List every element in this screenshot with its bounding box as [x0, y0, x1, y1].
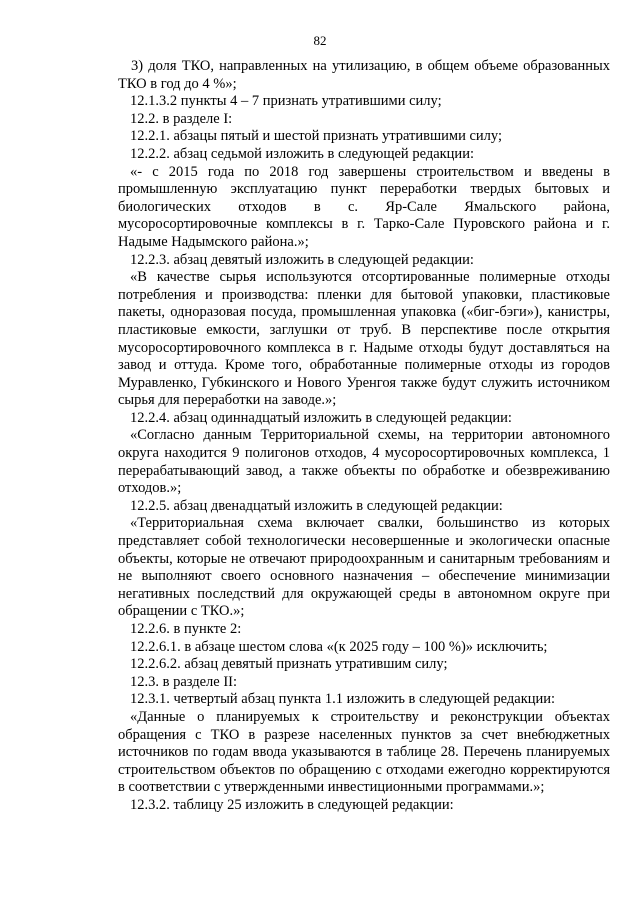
- page-number: 82: [313, 33, 327, 48]
- paragraph-12-2-6-1: 12.2.6.1. в абзаце шестом слова «(к 2025 году – 100 %)» исключить;: [130, 638, 548, 655]
- quote-12-2-5: «Территориальная схема включает свалки, большинство из которых представляет собой технологически несовершенные и экологически опасные объекты, которые не отвечают природоохранным и санитарным требованиям и не выполняют своего основного назначения – обеспечение минимизации негативных последствий для окружающей среды в автономном округе при обращении с ТКО.»;: [118, 515, 610, 620]
- paragraph-12-2-1: 12.2.1. абзацы пятый и шестой признать утратившими силу;: [130, 128, 502, 145]
- paragraph-12-2-6-2: 12.2.6.2. абзац девятый признать утратившим силу;: [130, 656, 448, 673]
- paragraph-12-3-1: 12.3.1. четвертый абзац пункта 1.1 изложить в следующей редакции:: [130, 691, 556, 708]
- paragraph-12-3: 12.3. в разделе II:: [130, 673, 238, 690]
- paragraph-12-1-3-2: 12.1.3.2 пункты 4 – 7 признать утратившими силу;: [130, 93, 442, 110]
- paragraph-12-2-6: 12.2.6. в пункте 2:: [130, 621, 242, 637]
- paragraph-item-3-share: 3) доля ТКО, направленных на утилизацию, в общем объеме образованных ТКО в год до 4 %»;: [118, 58, 610, 92]
- paragraph-12-2-3: 12.2.3. абзац девятый изложить в следующей редакции:: [130, 251, 474, 268]
- paragraph-12-2-5: 12.2.5. абзац двенадцатый изложить в следующей редакции:: [130, 497, 503, 514]
- paragraph-12-2-2: 12.2.2. абзац седьмой изложить в следующей редакции:: [130, 145, 474, 162]
- quote-12-3-1: «Данные о планируемых к строительству и реконструкции объектах обращения с ТКО в разрезе населенных пунктов за счет внебюджетных источников по годам ввода указываются в таблице 28. Перечень планируемых строительством объектов по обращению с отходами ежегодно корректируются в соответствии с утвержденными инвестиционными программами.»;: [118, 708, 610, 796]
- quote-12-2-2: «- с 2015 года по 2018 год завершены строительством и введены в промышленную эксплуатацию пункт переработки твердых бытовых и биологических отходов в с. Яр-Сале Ямальского района, мусоросортировочные комплексы в г. Тарко-Сале Пуровского района и г. Надыме Надымского района.»;: [118, 163, 610, 250]
- document-body: [118, 58, 610, 815]
- paragraph-12-2: 12.2. в разделе I:: [130, 110, 233, 127]
- paragraph-12-3-2: 12.3.2. таблицу 25 изложить в следующей редакции:: [130, 796, 454, 813]
- quote-12-2-3: «В качестве сырья используются отсортированные полимерные отходы потребления и производства: пленки для бытовой упаковки, пластиковые пакеты, одноразовая посуда, промышленная упаковка («биг-бэги»), канистры, пластиковые емкости, заглушки от труб. В перспективе после открытия мусоросортировочного комплекса в г. Надыме отходы будут доставляться на завод и оттуда. Кроме того, обработанные полимерные отходы из городов Муравленко, Губкинского и Нового Уренгоя также будут служить источником сырья для переработки на заводе.»;: [118, 269, 610, 409]
- quote-12-2-4: «Согласно данным Территориальной схемы, на территории автономного округа находится 9 полигонов отходов, 4 мусоросортировочных комплекса, 1 перерабатывающий завод, а также объекты по обработке и обезвреживанию отходов.»;: [118, 427, 610, 497]
- paragraph-12-2-4: 12.2.4. абзац одиннадцатый изложить в следующей редакции:: [130, 409, 512, 426]
